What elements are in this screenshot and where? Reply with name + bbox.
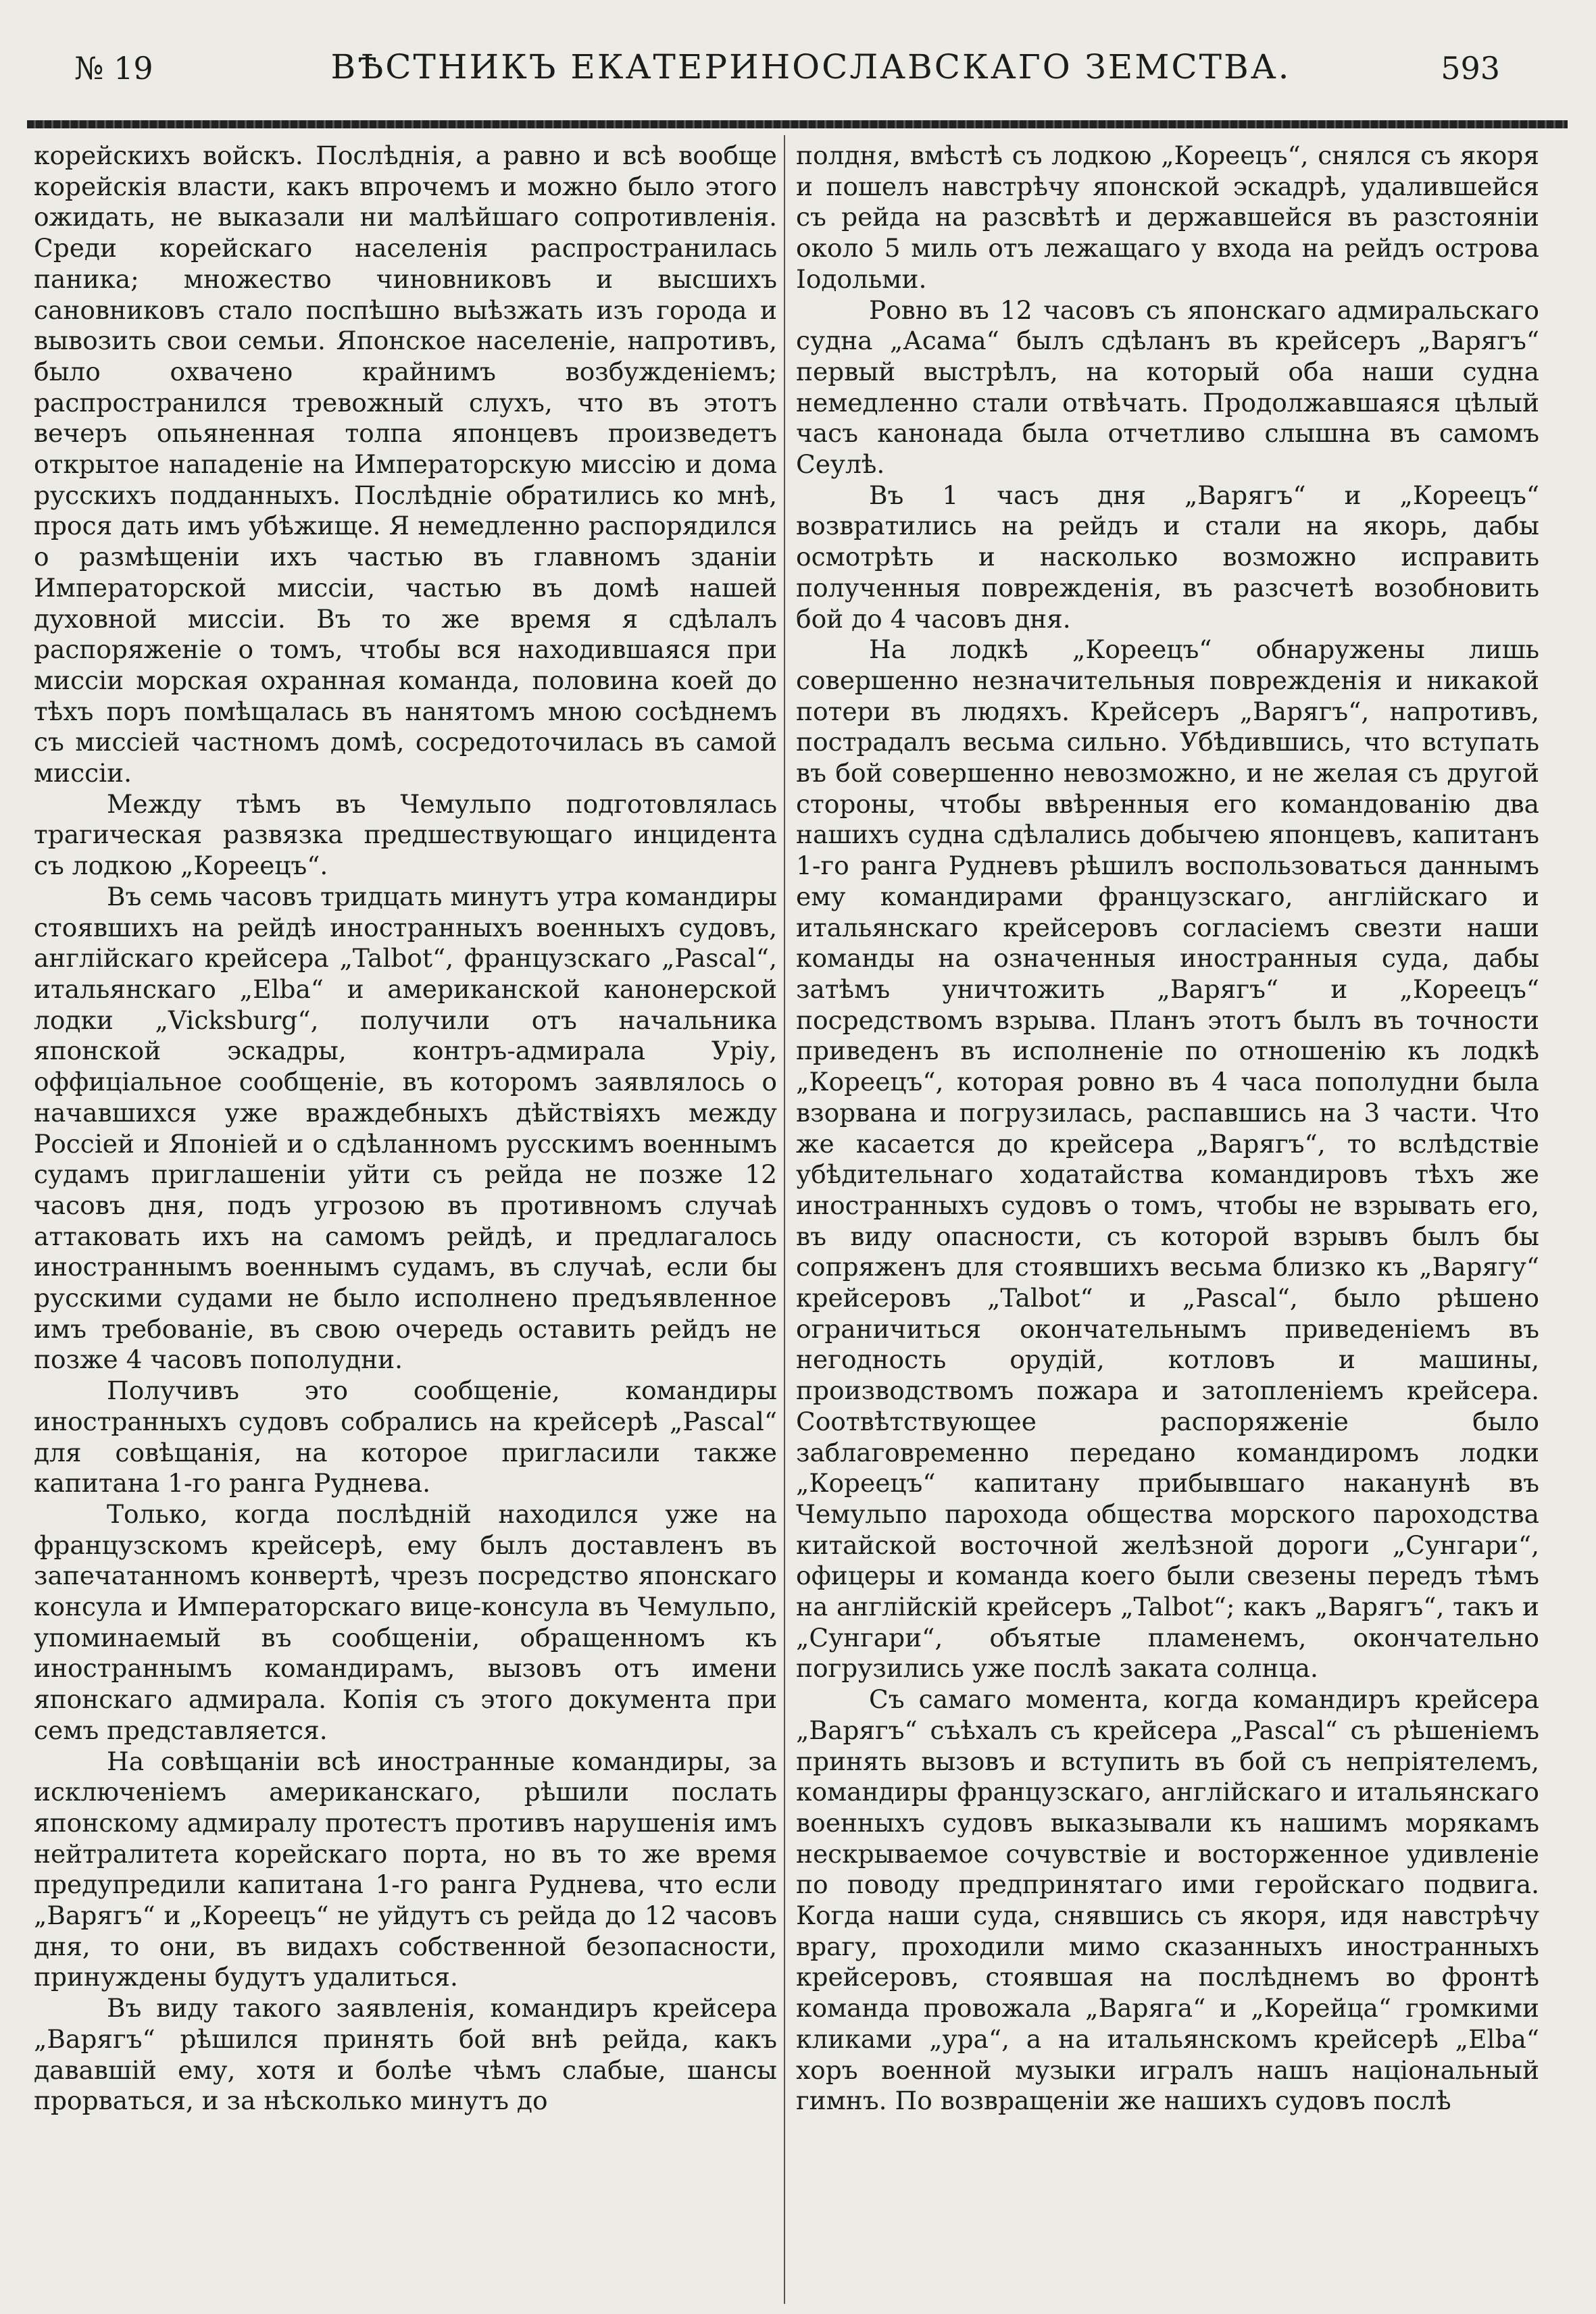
paragraph: Между тѣмъ въ Чемульпо подготовлялась трагическая развязка предшествующаго инцидента съ лодкою „Кореецъ“. [34,788,777,881]
paragraph: Съ самаго момента, когда командиръ крейсера „Варягъ“ съѣхалъ съ крейсера „Pascal“ съ рѣшеніемъ принять вызовъ и вступить въ бой съ непріятелемъ, командиры французскаго, англійскаго и итальянскаго военныхъ судовъ выказывали къ нашимъ морякамъ нескрываемое сочувствіе и восторженное удивленіе по поводу предпринятаго ими геройскаго подвига. Когда наши суда, снявшись съ якоря, идя навстрѣчу врагу, проходили мимо сказанныхъ иностранныхъ крейсеровъ, стоявшая на послѣднемъ во фронтѣ команда провожала „Варяга“ и „Корейца“ громкими кликами „ура“, а на итальянскомъ крейсерѣ „Elba“ хоръ военной музыки игралъ нашъ національный гимнъ. По возвращеніи же нашихъ судовъ послѣ [796,1684,1539,2116]
running-head [74,47,1500,101]
issue-number: № 19 [74,50,153,86]
paragraph: На лодкѣ „Кореецъ“ обнаружены лишь совершенно незначительныя поврежденія и никакой потери въ людяхъ. Крейсеръ „Варягъ“, напротивъ, пострадалъ весьма сильно. Убѣдившись, что вступать въ бой совершенно невозможно, и не желая съ другой стороны, чтобы ввѣренныя его командованію два нашихъ судна сдѣлались добычею японцевъ, капитанъ 1-го ранга Рудневъ рѣшилъ воспользоваться даннымъ ему командирами французскаго, англійскаго и итальянскаго крейсеровъ согласіемъ свезти наши команды на означенныя иностранныя суда, дабы затѣмъ уничтожить „Варягъ“ и „Кореецъ“ посредствомъ взрыва. Планъ этотъ былъ въ точности приведенъ въ исполненіе по отношенію къ лодкѣ „Кореецъ“, которая ровно въ 4 часа пополудни была взорвана и погрузилась, распавшись на 3 части. Что же касается до крейсера „Варягъ“, то вслѣдствіе убѣдительнаго ходатайства командировъ тѣхъ же иностранныхъ судовъ о томъ, чтобы не взрывать его, въ виду опасности, съ которой взрывъ былъ бы сопряженъ для стоявшихъ весьма близко къ „Варягу“ крейсеровъ „Talbot“ и „Pascal“, было рѣшено ограничиться окончательнымъ приведеніемъ въ негодность орудій, котловъ и машины, производствомъ пожара и затопленіемъ крейсера. Соотвѣтствующее распоряженіе было заблаговременно передано командиромъ лодки „Кореецъ“ капитану прибывшаго наканунѣ въ Чемульпо парохода общества морского пароходства китайской восточной желѣзной дороги „Сунгари“, офицеры и команда коего были свезены передъ тѣмъ на англійскій крейсеръ „Talbot“; какъ „Варягъ“, такъ и „Сунгари“, объятые пламенемъ, окончательно погрузились уже послѣ заката солнца. [796,634,1539,1684]
page-number: 593 [1441,50,1500,86]
paragraph: Только, когда послѣдній находился уже на французскомъ крейсерѣ, ему былъ доставленъ въ запечатанномъ конвертѣ, чрезъ посредство японскаго консула и Императорскаго вице-консула въ Чемульпо, упоминаемый въ сообщеніи, обращенномъ къ иностраннымъ командирамъ, вызовъ отъ имени японскаго адмирала. Копія съ этого документа при семъ представляется. [34,1499,777,1745]
paragraph: корейскихъ войскъ. Послѣднія, а равно и всѣ вообще корейскія власти, какъ впрочемъ и можно было этого ожидать, не выказали ни малѣйшаго сопротивленія. Среди корейскаго населенія распространилась паника; множество чиновниковъ и высшихъ сановниковъ стало поспѣшно выѣзжать изъ города и вывозить свои семьи. Японское населеніе, напротивъ, было охвачено крайнимъ возбужденіемъ; распространился тревожный слухъ, что въ этотъ вечеръ опьяненная толпа японцевъ произведетъ открытое нападеніе на Императорскую миссію и дома русскихъ подданныхъ. Послѣдніе обратились ко мнѣ, прося дать имъ убѣжище. Я немедленно распорядился о размѣщеніи ихъ частью въ главномъ зданіи Императорской миссіи, частью въ домѣ нашей духовной миссіи. Въ то же время я сдѣлалъ распоряженіе о томъ, чтобы вся находившаяся при миссіи морская охранная команда, половина коей до тѣхъ поръ помѣщалась въ нанятомъ мною сосѣднемъ съ миссіей частномъ домѣ, сосредоточилась въ самой миссіи. [34,141,777,788]
paragraph: Въ виду такого заявленія, командиръ крейсера „Варягъ“ рѣшился принять бой внѣ рейда, какъ дававшій ему, хотя и болѣе чѣмъ слабые, шансы прорваться, и за нѣсколько минутъ до [34,1993,777,2116]
paragraph: Ровно въ 12 часовъ съ японскаго адмиральскаго судна „Асама“ былъ сдѣланъ въ крейсеръ „Варягъ“ первый выстрѣлъ, на который оба наши судна немедленно стали отвѣчать. Продолжавшаяся цѣлый часъ канонада была отчетливо слышна въ самомъ Сеулѣ. [796,295,1539,480]
header-rule [27,120,1568,128]
paragraph: Получивъ это сообщеніе, командиры иностранныхъ судовъ собрались на крейсерѣ „Pascal“ для совѣщанія, на которое пригласили также капитана 1-го ранга Руднева. [34,1376,777,1499]
right-column [796,141,1539,2303]
paragraph: полдня, вмѣстѣ съ лодкою „Кореецъ“, снялся съ якоря и пошелъ навстрѣчу японской эскадрѣ, удалившейся съ рейда на разсвѣтѣ и державшейся въ разстояніи около 5 миль отъ лежащаго у входа на рейдъ острова Іодольми. [796,141,1539,294]
paragraph: Въ семь часовъ тридцать минутъ утра командиры стоявшихъ на рейдѣ иностранныхъ военныхъ судовъ, англійскаго крейсера „Talbot“, французскаго „Pascal“, итальянскаго „Elba“ и американской канонерской лодки „Vicksburg“, получили отъ начальника японской эскадры, контръ-адмирала Уріу, оффиціальное сообщеніе, въ которомъ заявлялось о начавшихся уже враждебныхъ дѣйствіяхъ между Россіей и Японіей и о сдѣланномъ русскимъ военнымъ судамъ приглашеніи уйти съ рейда не позже 12 часовъ дня, подъ угрозою въ противномъ случаѣ аттаковать ихъ на самомъ рейдѣ, и предлагалось иностраннымъ военнымъ судамъ, въ случаѣ, если бы русскими судами не было исполнено предъявленное имъ требованіе, въ свою очередь оставить рейдъ не позже 4 часовъ пополудни. [34,881,777,1375]
paragraph: На совѣщаніи всѣ иностранные командиры, за исключеніемъ американскаго, рѣшили послать японскому адмиралу протестъ противъ нарушенія имъ нейтралитета корейскаго порта, но въ то же время предупредили капитана 1-го ранга Руднева, что если „Варягъ“ и „Кореецъ“ не уйдутъ съ рейда до 12 часовъ дня, то они, въ видахъ собственной безопасности, принуждены будутъ удалиться. [34,1746,777,1992]
column-divider [784,135,785,2304]
paragraph: Въ 1 часъ дня „Варягъ“ и „Кореецъ“ возвратились на рейдъ и стали на якорь, дабы осмотрѣть и насколько возможно исправить полученныя поврежденія, въ разсчетѣ возобновить бой до 4 часовъ дня. [796,480,1539,634]
journal-title: ВѢСТНИКЪ ЕКАТЕРИНОСЛАВСКАГО ЗЕМСТВА. [330,47,1291,86]
left-column [34,141,777,2303]
